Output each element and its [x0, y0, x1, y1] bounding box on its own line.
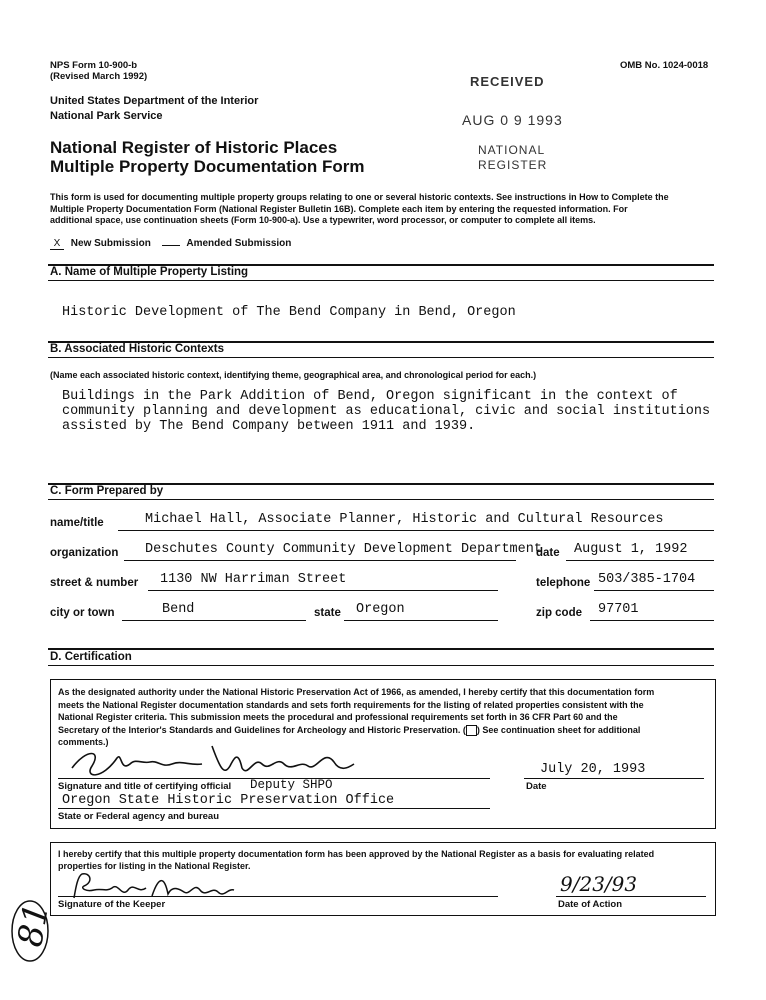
agency-value: Oregon State Historic Preservation Office	[62, 793, 395, 808]
instructions-line-2: Multiple Property Documentation Form (National Register Bulletin 16B). Complete each item by entering the requested information. For	[50, 203, 628, 214]
name-title-label: name/title	[50, 517, 104, 529]
certification-date-line	[524, 778, 704, 779]
keeper-signature-label: Signature of the Keeper	[58, 899, 166, 910]
agency-label: State or Federal agency and bureau	[58, 811, 220, 822]
organization-label: organization	[50, 547, 119, 559]
certification-date: July 20, 1993	[540, 762, 646, 777]
date-line	[566, 560, 714, 561]
cert-line-4: Secretary of the Interior's Standards and Guidelines for Archeology and Historic Preservation. (	[58, 724, 466, 735]
telephone-value[interactable]: 503/385-1704	[598, 572, 696, 587]
action-date: 9/23/93	[560, 872, 638, 896]
new-submission-mark[interactable]: X	[50, 238, 64, 250]
street-line	[148, 590, 498, 591]
date-label: date	[536, 547, 560, 559]
name-title-value[interactable]: Michael Hall, Associate Planner, Historic and Cultural Resources	[145, 512, 664, 527]
form-title-1: National Register of Historic Places	[50, 138, 338, 157]
action-date-line	[556, 896, 706, 897]
cert-line-2: meets the National Register documentation standards and sets forth requirements for the listing of related properties consistent with the	[58, 699, 644, 710]
stamp-date: AUG 0 9 1993	[462, 112, 563, 128]
signature-label: Signature and title of certifying official	[58, 781, 232, 792]
section-c-rule-bottom	[48, 499, 714, 500]
form-id: NPS Form 10-900-b	[50, 60, 138, 71]
cert-line-4b: See continuation sheet for additional	[482, 724, 641, 735]
state-value[interactable]: Oregon	[356, 602, 405, 617]
instructions-line-1: This form is used for documenting multiple property groups relating to one or several historic contexts. See instructions in How to Complete the	[50, 192, 669, 202]
state-label: state	[314, 607, 341, 619]
name-title-line	[118, 530, 714, 531]
section-d-heading: D. Certification	[50, 651, 132, 663]
omb-number: OMB No. 1024-0018	[620, 60, 709, 71]
new-submission-label: New Submission	[70, 238, 151, 249]
certification-date-label: Date	[526, 781, 547, 792]
city-line	[122, 620, 306, 621]
signature-title: Deputy SHPO	[250, 778, 333, 792]
telephone-label: telephone	[536, 577, 591, 589]
amended-submission-blank[interactable]	[162, 245, 180, 246]
stamp-line-1: NATIONAL	[478, 143, 546, 157]
zip-label: zip code	[536, 607, 583, 619]
property-listing-name: Historic Development of The Bend Company in Bend, Oregon	[62, 305, 516, 320]
keeper-line-1: I hereby certify that this multiple property documentation form has been approved by the National Register as a basis for evaluating related	[58, 849, 655, 859]
section-c-heading: C. Form Prepared by	[50, 485, 164, 497]
margin-note: 81	[10, 900, 58, 950]
form-revised: (Revised March 1992)	[50, 71, 148, 82]
section-a-rule-bottom	[48, 280, 714, 281]
stamp-received: RECEIVED	[470, 74, 545, 89]
section-d-rule-bottom	[48, 665, 714, 666]
cert-line-3: National Register criteria. This submission meets the procedural and professional requirements set forth in 36 CFR Part 60 and the	[58, 712, 618, 722]
cert-line-5: comments.)	[58, 737, 109, 747]
stamp-line-2: REGISTER	[478, 158, 548, 172]
zip-value[interactable]: 97701	[598, 602, 639, 617]
state-line	[344, 620, 498, 621]
zip-line	[590, 620, 714, 621]
section-d-rule-top	[48, 648, 714, 650]
form-title-2: Multiple Property Documentation Form	[50, 157, 365, 176]
organization-line	[124, 560, 516, 561]
cert-line-1: As the designated authority under the National Historic Preservation Act of 1966, as amended, I hereby certify that this documentation form	[58, 687, 655, 697]
amended-submission-label: Amended Submission	[186, 238, 292, 249]
section-b-rule-bottom	[48, 357, 714, 358]
organization-value[interactable]: Deschutes County Community Development Department	[145, 542, 542, 557]
action-date-label: Date of Action	[558, 899, 623, 910]
city-value[interactable]: Bend	[162, 602, 195, 617]
agency-line	[58, 808, 490, 809]
instructions-line-3: additional space, use continuation sheets (Form 10-900-a). Use a typewriter, word processor, or computer to complete all items.	[50, 215, 596, 225]
service: National Park Service	[50, 110, 163, 122]
section-b-heading: B. Associated Historic Contexts	[50, 343, 225, 355]
continuation-checkbox[interactable]	[466, 725, 477, 736]
street-value[interactable]: 1130 NW Harriman Street	[160, 572, 347, 587]
telephone-line	[594, 590, 714, 591]
keeper-signature-line	[58, 896, 498, 897]
department: United States Department of the Interior	[50, 95, 259, 107]
date-value[interactable]: August 1, 1992	[574, 542, 688, 557]
context-line-2: community planning and development as educational, civic and social institutions	[62, 404, 711, 419]
section-b-instruction: (Name each associated historic context, identifying theme, geographical area, and chronological period for each.)	[50, 370, 537, 380]
city-label: city or town	[50, 607, 115, 619]
section-a-heading: A. Name of Multiple Property Listing	[50, 266, 249, 278]
keeper-line-2: properties for listing in the National Register.	[58, 861, 251, 871]
context-line-3: assisted by The Bend Company between 1911 and 1939.	[62, 419, 476, 434]
context-line-1: Buildings in the Park Addition of Bend, Oregon significant in the context of	[62, 389, 678, 404]
margin-circle	[6, 896, 56, 966]
street-label: street & number	[50, 577, 139, 589]
